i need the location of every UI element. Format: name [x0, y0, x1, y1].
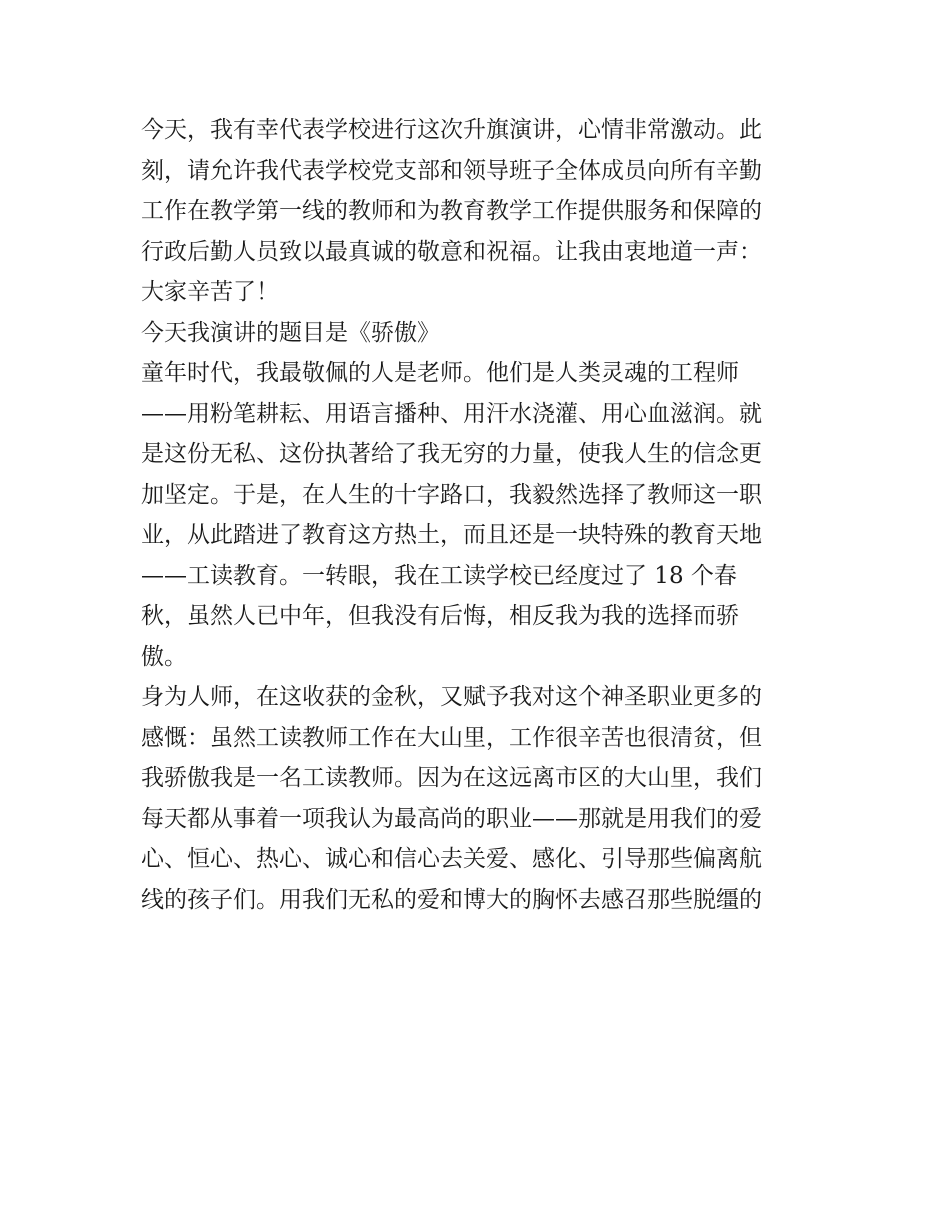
text-line: 工作在教学第一线的教师和为教育教学工作提供服务和保障的 — [141, 198, 762, 224]
text-line: 每天都从事着一项我认为最高尚的职业——那就是用我们的爱 — [141, 805, 762, 832]
text-line: 童年时代，我最敬佩的人是老师。他们是人类灵魂的工程师 — [141, 360, 739, 386]
text-line: ——用粉笔耕耘、用语言播种、用汗水浇灌、用心血滋润。就 — [141, 400, 762, 427]
text-line: 线的孩子们。用我们无私的爱和博大的胸怀去感召那些脱缰的 — [141, 886, 762, 913]
text-line: 心、恒心、热心、诚心和信心去关爱、感化、引导那些偏离航 — [141, 846, 762, 872]
text-line: 身为人师，在这收获的金秋，又赋予我对这个神圣职业更多的 — [141, 684, 762, 710]
text-line: 行政后勤人员致以最真诚的敬意和祝福。让我由衷地道一声： — [141, 238, 762, 265]
text-line: ——工读教育。一转眼，我在工读学校已经度过了 18 个春 — [141, 562, 737, 589]
text-line: 是这份无私、这份执著给了我无穷的力量，使我人生的信念更 — [141, 441, 762, 467]
text-line: 业，从此踏进了教育这方热土，而且还是一块特殊的教育天地 — [141, 522, 762, 548]
text-line: 大家辛苦了！ — [141, 279, 279, 305]
text-line: 刻，请允许我代表学校党支部和领导班子全体成员向所有辛勤 — [141, 157, 762, 184]
text-line: 今天，我有幸代表学校进行这次升旗演讲，心情非常激动。此 — [141, 117, 762, 143]
text-line: 感慨：虽然工读教师工作在大山里，工作很辛苦也很清贫，但 — [141, 724, 762, 751]
text-line: 傲。 — [141, 643, 187, 670]
text-line: 秋，虽然人已中年，但我没有后悔，相反我为我的选择而骄 — [141, 603, 739, 629]
text-line: 加坚定。于是，在人生的十字路口，我毅然选择了教师这一职 — [141, 481, 762, 508]
speech-title-line: 今天我演讲的题目是《骄傲》 — [141, 319, 440, 346]
text-line: 我骄傲我是一名工读教师。因为在这远离市区的大山里，我们 — [141, 765, 762, 791]
speech-text — [141, 110, 821, 920]
